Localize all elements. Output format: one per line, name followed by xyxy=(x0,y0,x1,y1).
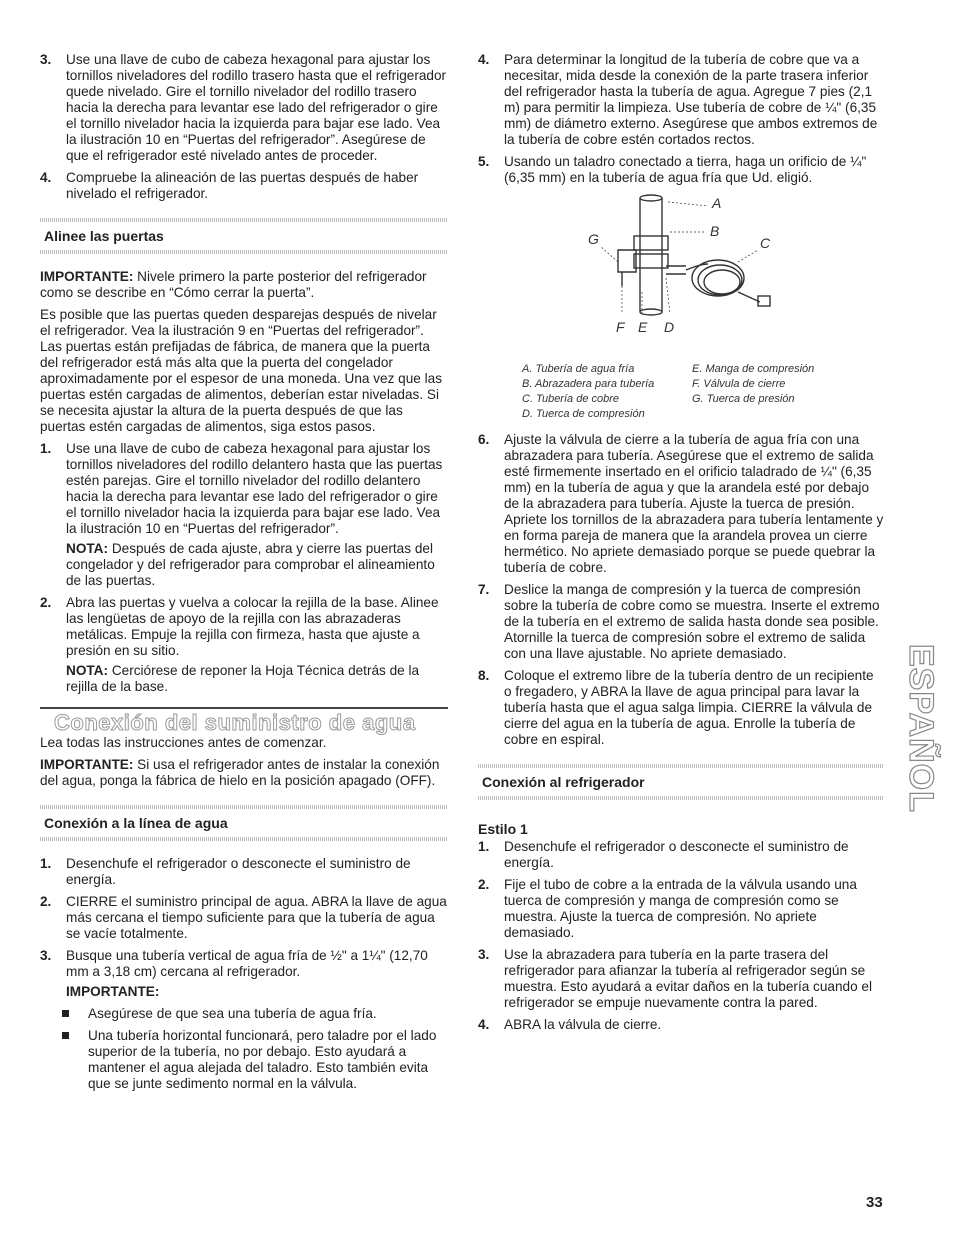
page-number: 33 xyxy=(866,1194,883,1211)
list-item: 7. Deslice la manga de compresión y la tuerca de compresión sobre la tubería de cobre como se muestra. Inserte el extremo de la tubería en el extremo de salida hasta donde sea posible. Atornille la tuerca de compresión sobre el extremo de salida con una llave ajustable. No apriete demasiado. xyxy=(478,582,880,661)
right-column xyxy=(478,52,884,1039)
list-item: 4. ABRA la válvula de cierre. xyxy=(478,1017,662,1032)
svg-text:ESPAÑOL: ESPAÑOL xyxy=(902,644,940,813)
item-text: Use una llave de cubo de cabeza hexagonal para ajustar los tornillos niveladores del rodillo trasero hasta que el refrigerador quede nivelado. Gire el tornillo nivelador del rodillo trasero hacia la derecha para levantar ese lado del refrigerador o gire el tornillo nivelador hacia la izquierda para bajar ese lado. Vea la ilustración 10 en “Puertas del refrigerador”. Asegúrese de que el refrigerador esté nivelado antes de proceder. xyxy=(66,52,447,163)
section-heading-water-line: Conexión a la línea de agua xyxy=(40,799,448,846)
list-item: 8. Coloque el extremo libre de la tubería dentro de un recipiente o fregadero, y ABRA la llave de agua principal para lavar la tubería hasta que el agua salga limpia. CIERRE la válvula de cierre del agua en la tubería de agua. Enrolle la tubería de cobre en espiral. xyxy=(478,668,874,747)
language-tab xyxy=(896,644,948,834)
bullet-item: Una tubería horizontal funcionará, pero taladre por el lado superior de la tubería, no por debajo. Esto ayudará a mantener el agua alejada del taladro. Esto también evita que se junte sedimento normal en la válvula. xyxy=(40,1028,448,1092)
list-item: 4. Compruebe la alineación de las puertas después de haber nivelado el refrigerador. xyxy=(40,170,448,202)
label-e: E xyxy=(638,319,648,335)
label-f: F xyxy=(616,319,625,335)
section-title-water: Conexión del suministro de agua xyxy=(54,710,416,735)
section-heading-fridge: Conexión al refrigerador xyxy=(478,758,884,805)
paragraph: Lea todas las instrucciones antes de comenzar. xyxy=(40,735,327,750)
bullet-icon xyxy=(62,1032,69,1039)
section-heading-align: Alinee las puertas xyxy=(40,212,448,259)
figure-caption: A. Tubería de agua fría E. Manga de compresión B. Abrazadera para tubería F. Válvula de cierre C. Tubería de cobre G. Tuerca de presión D. Tuerca de compresión xyxy=(522,363,815,420)
bullet-icon xyxy=(62,1010,69,1017)
important-note: IMPORTANTE: Si usa el refrigerador antes de instalar la conexión del agua, ponga la fábrica de hielo en la posición apagado (OFF). xyxy=(40,757,440,788)
list-item: 1. Desenchufe el refrigerador o desconecte el suministro de energía. xyxy=(40,856,411,887)
style-heading: Estilo 1 xyxy=(478,821,528,837)
list-item: 3. Busque una tubería vertical de agua fría de ½" a 1¼" (12,70 mm a 3,18 cm) cercana al refrigerador. IMPORTANTE: xyxy=(40,948,428,999)
list-item: 1. Use una llave de cubo de cabeza hexagonal para ajustar los tornillos niveladores del rodillo delantero hasta que las puertas estén parejas. Gire el tornillo nivelador del rodillo delantero hacia la derecha para levantar ese lado del refrigerador o gire el tornillo nivelador hacia la izquierda para bajar ese lado. Vea la ilustración 10 en “Puertas del refrigerador”. NOTA: Después de cada ajuste, abra y cierre las puertas del congelador y del refrigerador para comprobar el alineamiento de las puertas. xyxy=(40,441,443,588)
label-g: G xyxy=(588,231,599,247)
list-item: 2. Abra las puertas y vuelva a colocar la rejilla de la base. Alinee las lengüetas de apoyo de la rejilla con las abrazaderas metálicas. Empuje la rejilla con firmeza, hasta que ajuste a presión en su sitio. NOTA: Cerciórese de reponer la Hoja Técnica detrás de la rejilla de la base. xyxy=(40,595,439,694)
left-column xyxy=(40,52,448,1098)
list-item: 1. Desenchufe el refrigerador o desconecte el suministro de energía. xyxy=(478,839,849,870)
label-a: A xyxy=(712,195,722,211)
important-note: IMPORTANTE: Nivele primero la parte posterior del refrigerador como se describe en “Cómo cerrar la puerta”. xyxy=(40,269,427,300)
list-item: 2. CIERRE el suministro principal de agua. ABRA la llave de agua más cercana el tiempo suficiente para que la tubería de agua se vacíe totalmente. xyxy=(40,894,447,941)
list-item: 4. Para determinar la longitud de la tubería de cobre que va a necesitar, mida desde la conexión de la parte trasera inferior del refrigerador hasta la tubería de agua. Agregue 7 pies (2,1 m) para permitir la limpieza. Use tubería de cobre de ¼" (6,35 mm) de diámetro externo. Asegúrese que ambos extremos de la tubería de cobre estén cortados rectos. xyxy=(478,52,878,147)
valve-illustration xyxy=(478,192,884,362)
valve-diagram xyxy=(578,192,798,362)
list-item: 3. Use la abrazadera para tubería en la parte trasera del refrigerador para afianzar la tubería al refrigerador según se muestra. Esto ayudará a evitar daños en la tubería cuando el refrigerador se empuje nuevamente contra la pared. xyxy=(478,947,873,1010)
bullet-item: Asegúrese de que sea una tubería de agua fría. xyxy=(40,1006,448,1022)
list-item: 6. Ajuste la válvula de cierre a la tubería de agua fría con una abrazadera para tubería. Asegúrese que el extremo de salida esté firmemente insertado en el orificio taladrado de ¼" (6,35 mm) en la tubería de agua y que la arandela esté por debajo de la abrazadera para tubería. Ajuste la tuerca de presión. Apriete los tornillos de la abrazadera para tubería lentamente y en forma pareja de manera que la arandela provea un cierre hermético. No apriete demasiado porque se puede quebrar la tubería de cobre. xyxy=(478,432,884,575)
label-b: B xyxy=(710,223,720,239)
list-item: 3. Use una llave de cubo de cabeza hexagonal para ajustar los tornillos niveladores del rodillo trasero hasta que el refrigerador quede nivelado. Gire el tornillo nivelador del rodillo trasero hacia la derecha para levantar ese lado del refrigerador o gire el tornillo nivelador hacia la izquierda para bajar ese lado. Vea la ilustración 10 en “Puertas del refrigerador”. Asegúrese de que el refrigerador esté nivelado antes de proceder. xyxy=(40,52,447,163)
paragraph: Es posible que las puertas queden desparejas después de nivelar el refrigerador. Vea la ilustración 9 en “Puertas del refrigerador”. Las puertas están prefijadas de fábrica, de manera que la puerta del refrigerador está más alta que la puerta del congelador aproximadamente por el espesor de una moneda. Una vez que las puertas estén cargadas de alimentos, deberían estar niveladas. Si se necesita ajustar la altura de la puerta después de que las puertas estén cargadas de alimentos, siga estos pasos. xyxy=(40,307,443,434)
list-item: 5. Usando un taladro conectado a tierra, haga un orificio de ¼" (6,35 mm) en la tubería de agua fría que Ud. eligió. xyxy=(478,154,867,185)
label-c: C xyxy=(760,235,771,251)
label-d: D xyxy=(664,319,675,335)
item-text: Compruebe la alineación de las puertas después de haber nivelado el refrigerador. xyxy=(66,170,419,201)
list-item: 2. Fije el tubo de cobre a la entrada de la válvula usando una tuerca de compresión y manga de compresión como se muestra. Ajuste la tuerca de compresión. No apriete demasiado. xyxy=(478,877,857,940)
